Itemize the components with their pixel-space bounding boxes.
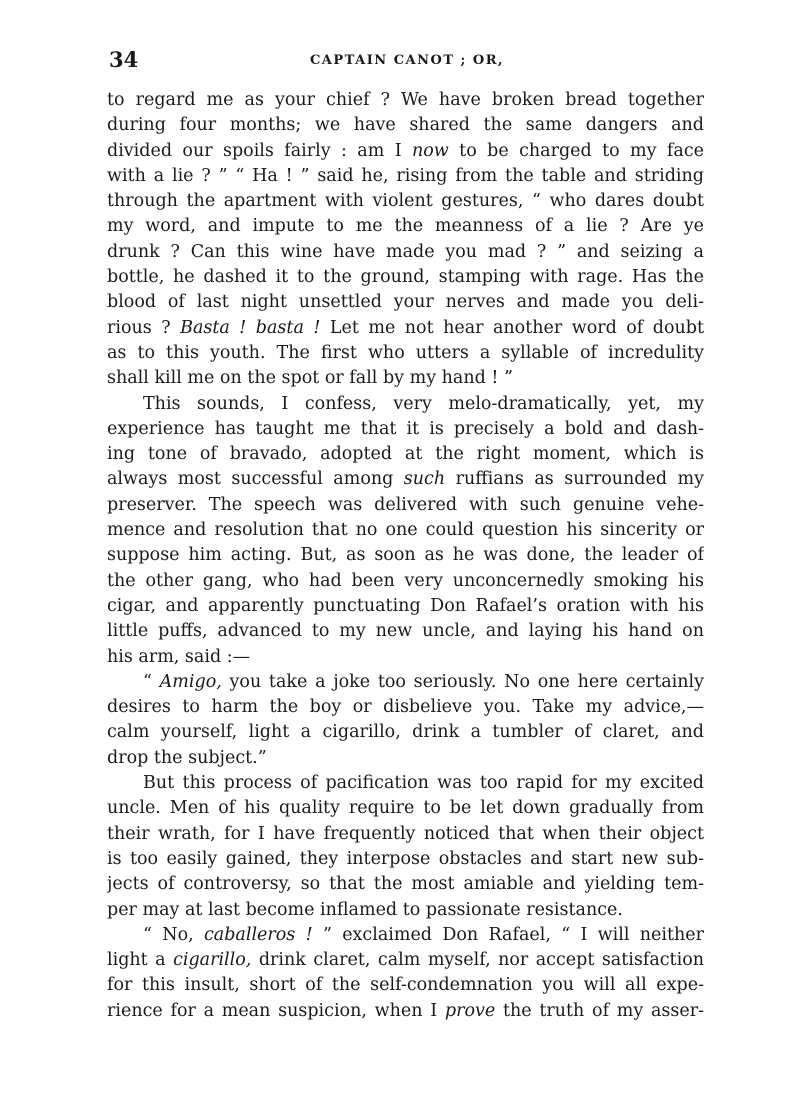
text-line: rious ? Basta ! basta ! Let me not hear another word of doubt: [107, 317, 704, 338]
text-line: drop the subject.”: [107, 747, 267, 768]
text-line: desires to harm the boy or disbelieve you. Take my advice,—: [107, 697, 704, 718]
body-text: [107, 88, 704, 1024]
text-line: shall kill me on the spot or fall by my hand ! ”: [107, 368, 513, 389]
text-line: my word, and impute to me the meanness of a lie ? Are ye: [107, 216, 704, 237]
text-line: divided our spoils fairly : am I now to be charged to my face: [107, 140, 704, 161]
text-line: as to this youth. The first who utters a syllable of incredulity: [107, 342, 704, 363]
text-line: light a cigarillo, drink claret, calm myself, nor accept satisfaction: [107, 950, 704, 971]
text-line: blood of last night unsettled your nerves and made you deli-: [107, 292, 704, 313]
text-line: ing tone of bravado, adopted at the right moment, which is: [107, 444, 704, 465]
text-line: the other gang, who had been very unconcernedly smoking his: [107, 570, 704, 591]
text-line: with a lie ? ” “ Ha ! ” said he, rising from the table and striding: [107, 165, 704, 186]
text-line: “ No, caballeros ! ” exclaimed Don Rafael, “ I will neither: [143, 924, 704, 945]
text-line: drunk ? Can this wine have made you mad ? ” and seizing a: [107, 241, 704, 262]
text-line: experience has taught me that it is precisely a bold and dash-: [107, 418, 704, 439]
text-line: is too easily gained, they interpose obstacles and start new sub-: [107, 848, 704, 869]
text-line: But this process of pacification was too rapid for my excited: [143, 773, 704, 794]
text-line: mence and resolution that no one could question his sincerity or: [107, 520, 704, 541]
text-line: always most successful among such ruffians as surrounded my: [107, 469, 704, 490]
page-header: [109, 47, 705, 75]
text-line: This sounds, I confess, very melo-dramatically, yet, my: [143, 393, 704, 414]
text-line: “ Amigo, you take a joke too seriously. No one here certainly: [143, 671, 704, 692]
text-line: little puffs, advanced to my new uncle, and laying his hand on: [107, 621, 704, 642]
text-line: cigar, and apparently punctuating Don Rafael’s oration with his: [107, 595, 704, 616]
text-line: bottle, he dashed it to the ground, stamping with rage. Has the: [107, 267, 704, 288]
text-line: to regard me as your chief ? We have broken bread together: [107, 90, 704, 110]
text-line: for this insult, short of the self-condemnation you will all expe-: [107, 975, 704, 996]
text-line: during four months; we have shared the same dangers and: [107, 115, 704, 136]
page-number: 34: [109, 47, 139, 72]
text-line: per may at last become inflamed to passionate resistance.: [107, 899, 623, 920]
text-line: uncle. Men of his quality require to be let down gradually from: [107, 798, 704, 819]
running-head: CAPTAIN CANOT ; OR,: [309, 53, 505, 68]
text-line: jects of controversy, so that the most amiable and yielding tem-: [107, 874, 704, 895]
text-line: suppose him acting. But, as soon as he was done, the leader of: [107, 545, 704, 566]
text-line: through the apartment with violent gestures, “ who dares doubt: [107, 191, 704, 212]
text-line: rience for a mean suspicion, when I prove the truth of my asser-: [107, 1000, 704, 1021]
text-line: preserver. The speech was delivered with such genuine vehe-: [107, 494, 704, 515]
text-line: their wrath, for I have frequently noticed that when their object: [107, 823, 704, 844]
text-line: calm yourself, light a cigarillo, drink a tumbler of claret, and: [107, 722, 704, 743]
text-line: his arm, said :—: [107, 646, 251, 667]
